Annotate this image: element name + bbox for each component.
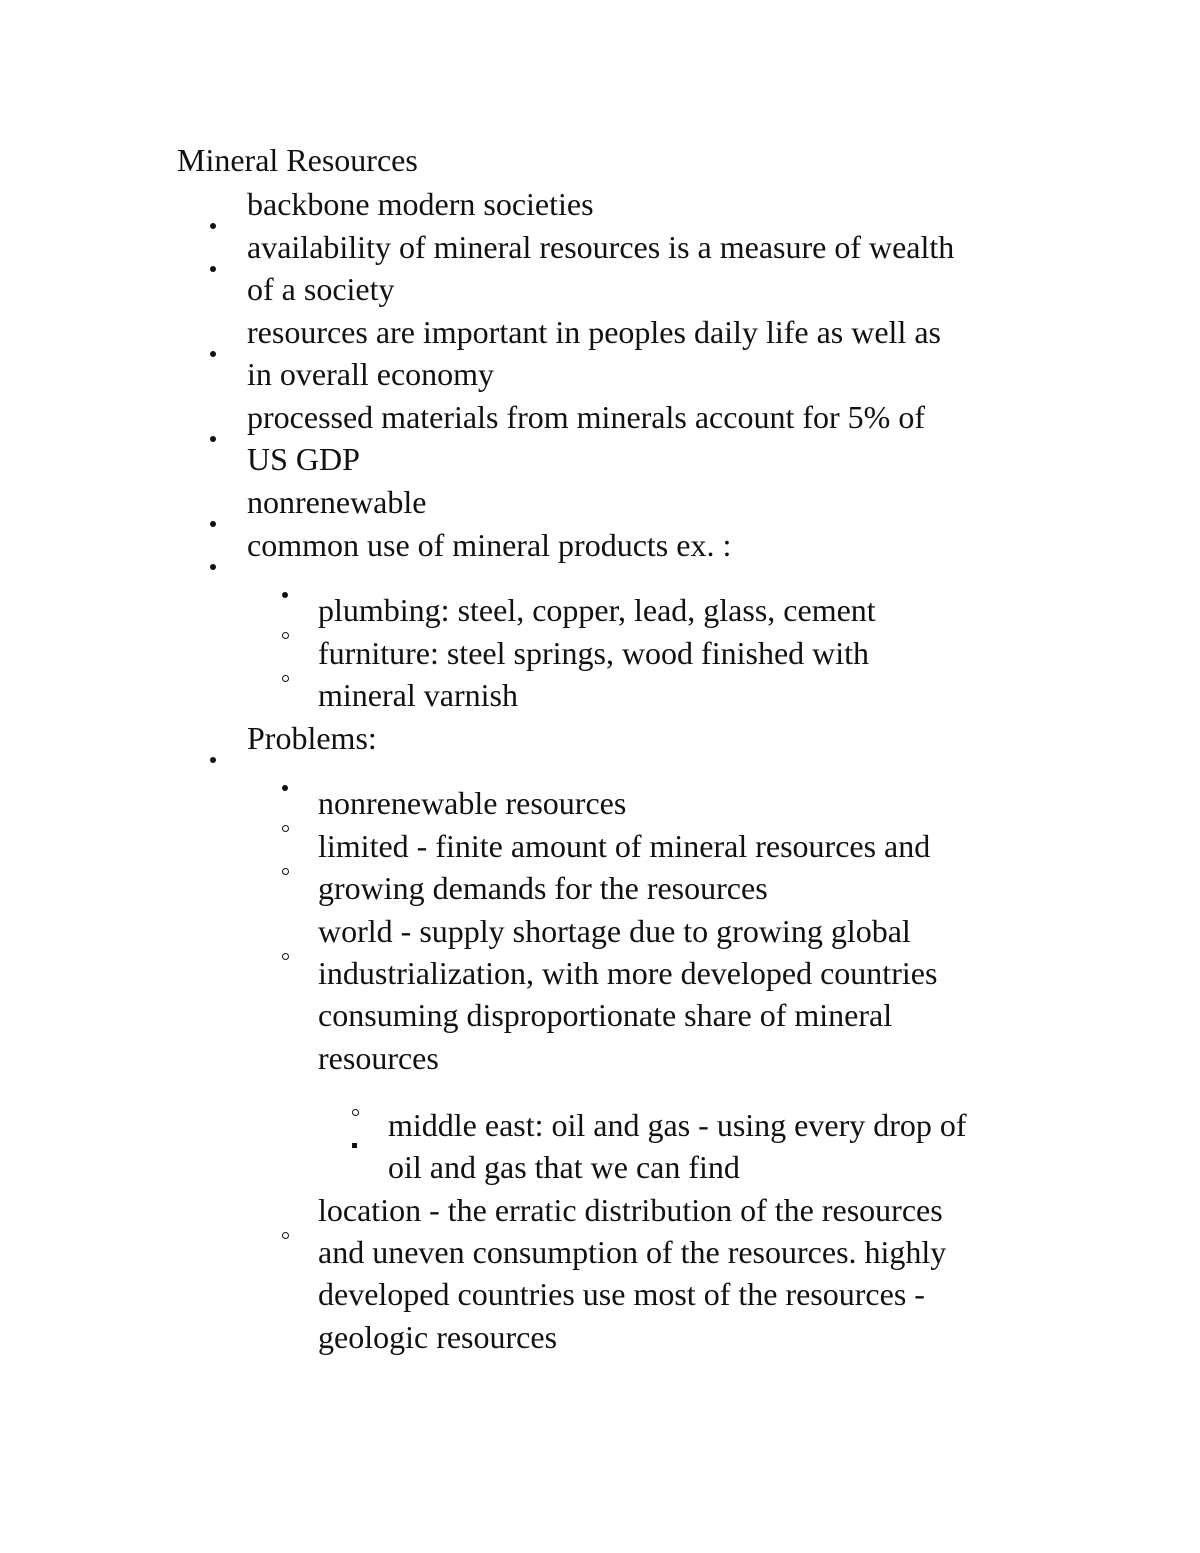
page-title: Mineral Resources [177,142,418,178]
list-item-text: in overall economy [247,356,495,392]
list-item-text: nonrenewable [247,484,427,520]
bullet-dot-icon [210,328,216,371]
list-item-text: geologic resources [318,1319,558,1355]
list-item-text: common use of mineral products ex. : [247,527,732,563]
list-item-text: middle east: oil and gas - using every drop of [388,1107,967,1143]
bullet-ring-icon [282,804,289,847]
list-item-text: resources are important in peoples daily life as well as [247,314,941,350]
bullet-dot-icon [282,763,288,806]
bullet-ring-icon [282,932,289,975]
list-item-text: consuming disproportionate share of mineral [318,997,893,1033]
bullet-ring-icon [282,847,289,890]
bullet-square-icon [352,1121,357,1164]
bullet-ring-icon [282,1211,289,1254]
list-item-text: world - supply shortage due to growing global [318,913,911,949]
list-item-text: Problems: [247,720,377,756]
list-item-text: location - the erratic distribution of the resources [318,1192,943,1228]
bullet-ring-icon [282,611,289,654]
list-item-text: of a society [247,271,395,307]
list-item-text: developed countries use most of the resources - [318,1276,925,1312]
bullet-dot-icon [210,243,216,286]
list-item-text: industrialization, with more developed countries [318,955,938,991]
bullet-dot-icon [210,200,216,243]
list-item-text: processed materials from minerals account for 5% of [247,399,925,435]
list-item-text: mineral varnish [318,677,518,713]
bullet-dot-icon [210,498,216,541]
bullet-dot-icon [282,570,288,613]
list-item-text: backbone modern societies [247,186,594,222]
list-item-text: US GDP [247,441,360,477]
list-item-text: limited - finite amount of mineral resources and [318,828,931,864]
bullet-dot-icon [210,734,216,777]
list-item-text: and uneven consumption of the resources. highly [318,1234,947,1270]
bullet-ring-icon [282,654,289,697]
bullet-dot-icon [210,541,216,584]
list-item-text: oil and gas that we can find [388,1149,740,1185]
bullet-dot-icon [210,413,216,456]
list-item-text: availability of mineral resources is a measure of wealth [247,229,955,265]
list-item-text: growing demands for the resources [318,870,768,906]
list-item-text: nonrenewable resources [318,785,627,821]
list-item-text: plumbing: steel, copper, lead, glass, cement [318,592,876,628]
list-item-text: furniture: steel springs, wood finished with [318,635,870,671]
list-item-text: resources [318,1040,439,1076]
